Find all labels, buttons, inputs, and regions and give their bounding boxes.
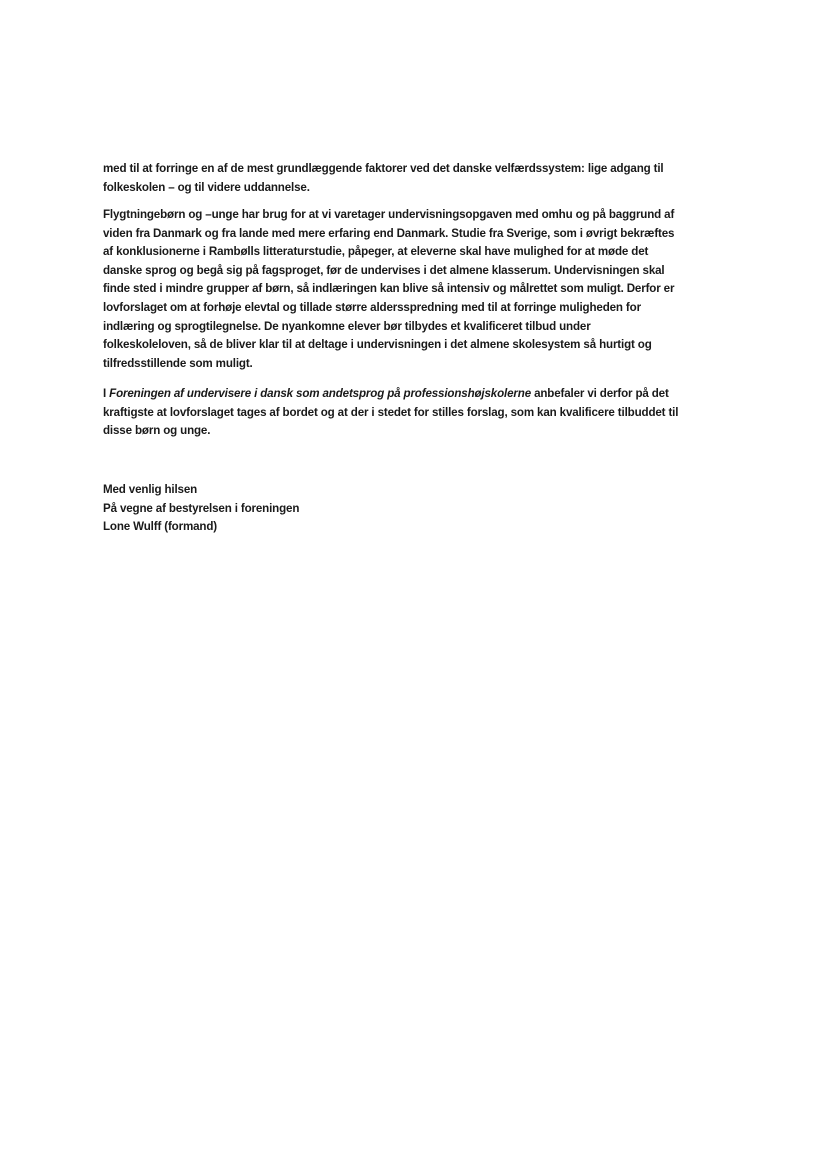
- signature-on-behalf: På vegne af bestyrelsen i foreningen: [103, 501, 300, 515]
- paragraph-2: [103, 206, 723, 373]
- paragraph-2-line: lovforslaget om at forhøje elevtal og tillade større aldersspredning med til at forringe muligheden for: [103, 300, 641, 314]
- paragraph-2-line: indlæring og sprogtilegnelse. De nyankomne elever bør tilbydes et kvalificeret tilbud under: [103, 319, 591, 333]
- paragraph-2-line: danske sprog og begå sig på fagsproget, før de undervises i det almene klasserum. Undervisningen skal: [103, 263, 665, 277]
- paragraph-1-line: folkeskolen – og til videre uddannelse.: [103, 180, 310, 194]
- signature-name: Lone Wulff (formand): [103, 520, 217, 534]
- paragraph-2-line: viden fra Danmark og fra lande med mere erfaring end Danmark. Studie fra Sverige, som i øvrigt bekræftes: [103, 226, 675, 240]
- paragraph-2-line: tilfredsstillende som muligt.: [103, 356, 253, 370]
- paragraph-3-prefix: I: [103, 387, 110, 400]
- paragraph-3: [103, 385, 723, 441]
- paragraph-2-line: folkeskoleloven, så de bliver klar til at deltage i undervisningen i det almene skolesystem så hurtigt og: [103, 338, 652, 352]
- paragraph-3-line: [103, 385, 723, 404]
- paragraph-2-line: finde sted i mindre grupper af børn, så indlæringen kan blive så intensiv og målrettet som muligt. Derfor er: [103, 282, 675, 296]
- paragraph-3-line: kraftigste at lovforslaget tages af bordet og at der i stedet for stilles forslag, som kan kvalificere tilbuddet til: [103, 405, 679, 419]
- paragraph-3-suffix: anbefaler vi derfor på det: [531, 387, 669, 400]
- paragraph-1-line: med til at forringe en af de mest grundlæggende faktorer ved det danske velfærdssystem: lige adgang til: [103, 162, 664, 175]
- paragraph-3-line: disse børn og unge.: [103, 424, 211, 438]
- paragraph-1: [103, 160, 723, 197]
- paragraph-2-line: af konklusionerne i Rambølls litteraturstudie, påpeger, at eleverne skal have mulighed for at møde det: [103, 245, 649, 259]
- paragraph-2-line: Flygtningebørn og –unge har brug for at vi varetager undervisningsopgaven med omhu og på baggrund af: [103, 208, 675, 221]
- signature-greeting: Med venlig hilsen: [103, 483, 198, 496]
- association-name: Foreningen af undervisere i dansk som andetsprog på professionshøjskolerne: [109, 387, 531, 400]
- signature-block: [103, 481, 723, 537]
